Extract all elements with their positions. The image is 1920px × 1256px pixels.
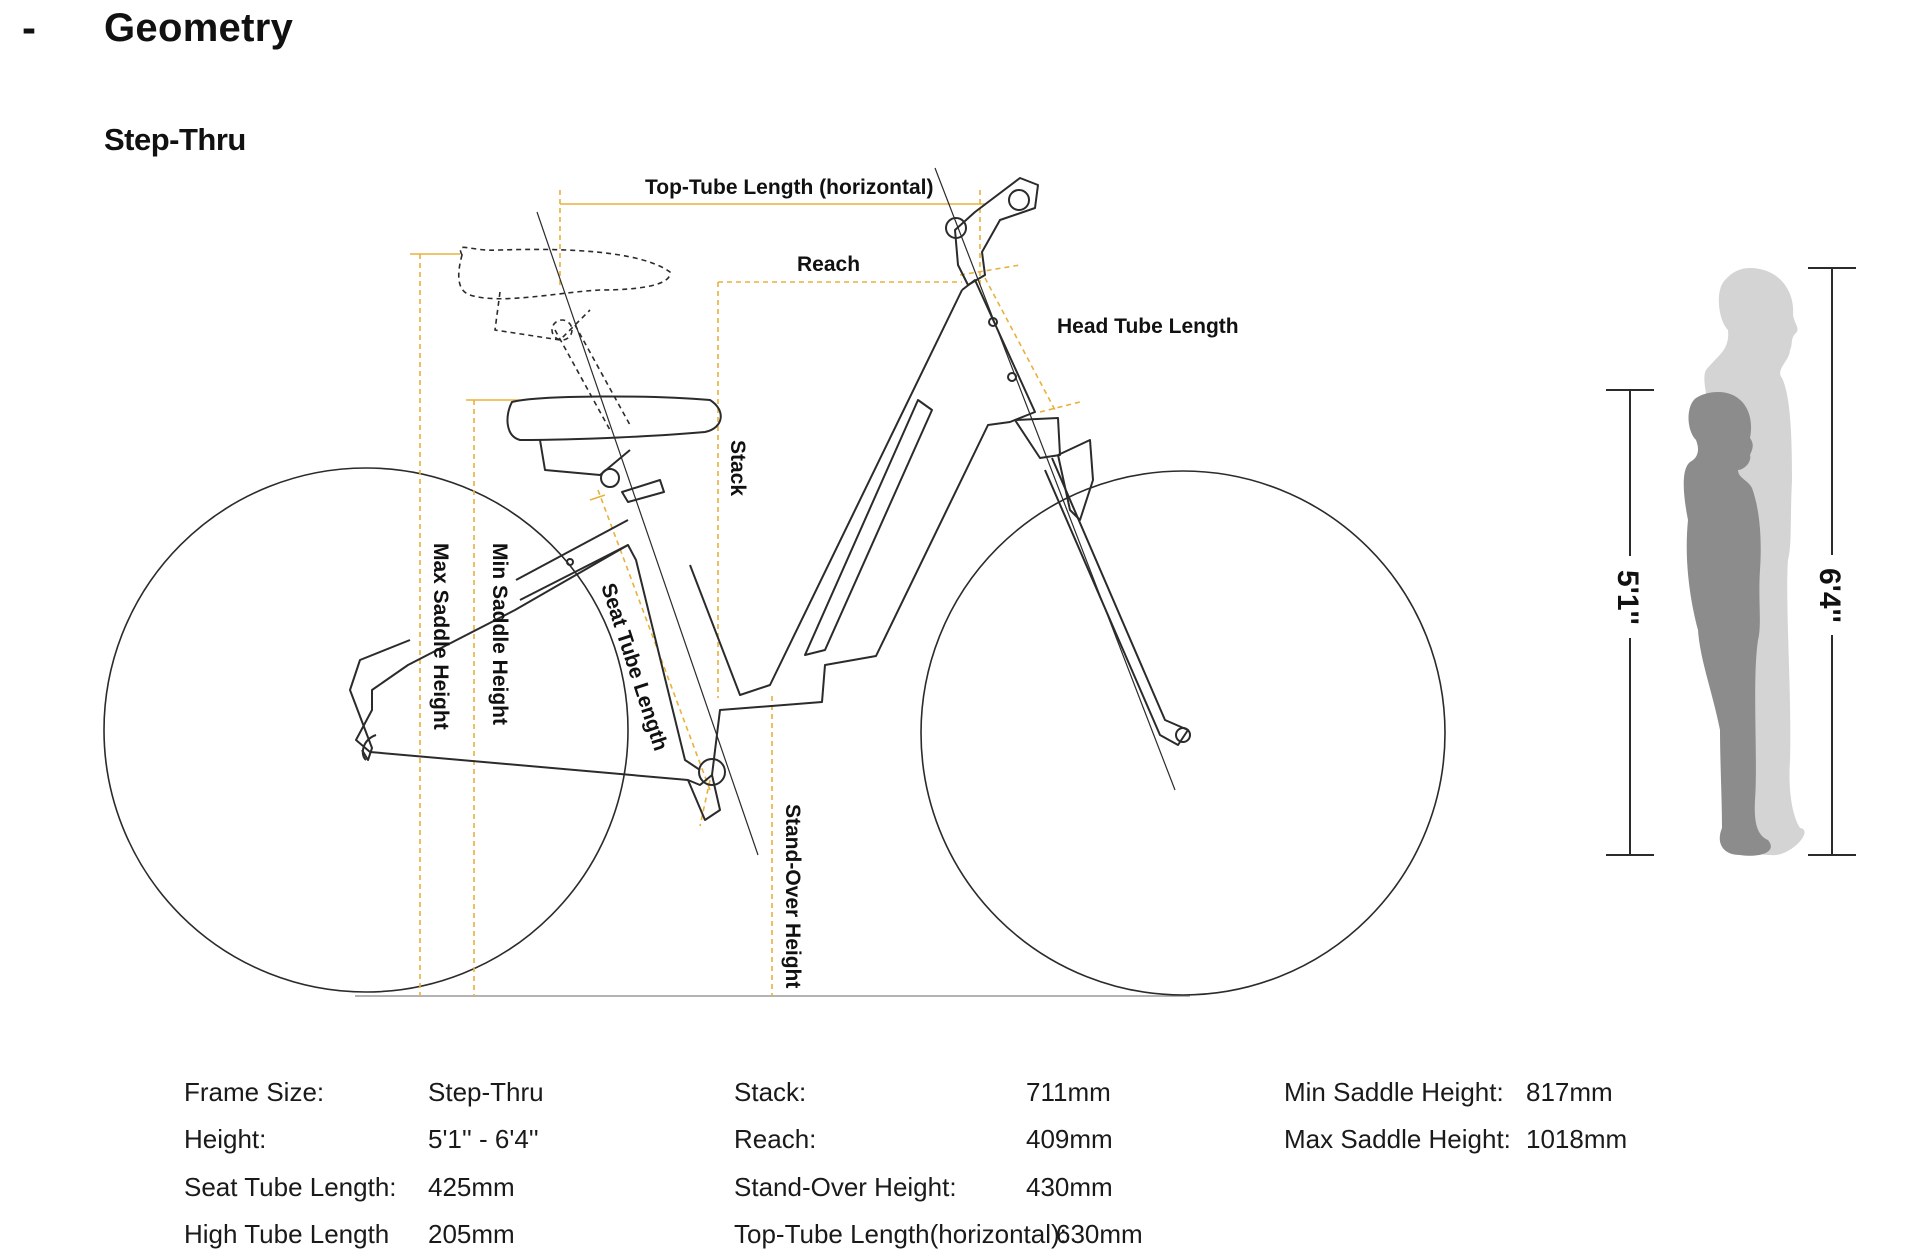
spec-value-frame-size: Step-Thru: [428, 1077, 544, 1107]
label-stand-over: Stand-Over Height: [781, 804, 804, 989]
spec-value-seat-tube: 425mm: [428, 1172, 515, 1202]
spec-label-frame-size: Frame Size:: [184, 1077, 325, 1107]
spec-value-high-tube: 205mm: [428, 1219, 515, 1249]
spec-label-max-saddle: Max Saddle Height:: [1284, 1124, 1511, 1154]
steering-axis: [935, 168, 1175, 790]
subsection-title: Step-Thru: [104, 122, 246, 157]
spec-value-max-saddle: 1018mm: [1526, 1124, 1628, 1154]
rider-height-short-label: 5'1'': [1611, 570, 1644, 625]
label-stack: Stack: [726, 440, 749, 497]
spec-value-stand-over: 430mm: [1026, 1172, 1113, 1202]
spec-label-top-tube: Top-Tube Length(horizontal):: [734, 1219, 1067, 1249]
label-top-tube: Top-Tube Length (horizontal): [645, 176, 934, 199]
front-wheel: [921, 471, 1445, 995]
saddle-max: [459, 247, 670, 430]
spec-value-reach: 409mm: [1026, 1124, 1113, 1154]
geometry-diagram: [0, 150, 1920, 1010]
spec-label-stack: Stack:: [734, 1077, 807, 1107]
fork: [1015, 418, 1190, 745]
spec-label-reach: Reach:: [734, 1124, 817, 1154]
spec-label-seat-tube: Seat Tube Length:: [184, 1172, 397, 1202]
label-seat-tube: Seat Tube Length: [596, 580, 673, 754]
label-max-saddle: Max Saddle Height: [429, 543, 452, 730]
spec-value-min-saddle: 817mm: [1526, 1077, 1613, 1107]
rider-height-tall-label: 6'4'': [1813, 568, 1846, 623]
spec-label-high-tube: High Tube Length: [184, 1219, 390, 1249]
collapse-toggle-button[interactable]: -: [22, 4, 36, 51]
spec-label-min-saddle: Min Saddle Height:: [1284, 1077, 1504, 1107]
spec-label-height: Height:: [184, 1124, 267, 1154]
spec-table: [0, 1066, 1920, 1256]
spec-value-height: 5'1'' - 6'4'': [428, 1124, 539, 1154]
section-title: Geometry: [104, 6, 294, 50]
spec-value-stack: 711mm: [1026, 1077, 1111, 1107]
spec-value-top-tube: 630mm: [1056, 1219, 1143, 1249]
saddle-min: [507, 396, 720, 502]
label-head-tube: Head Tube Length: [1057, 315, 1239, 338]
spec-label-stand-over: Stand-Over Height:: [734, 1172, 957, 1202]
seat-axis: [537, 212, 758, 855]
label-reach: Reach: [797, 253, 861, 276]
label-min-saddle: Min Saddle Height: [488, 543, 511, 726]
